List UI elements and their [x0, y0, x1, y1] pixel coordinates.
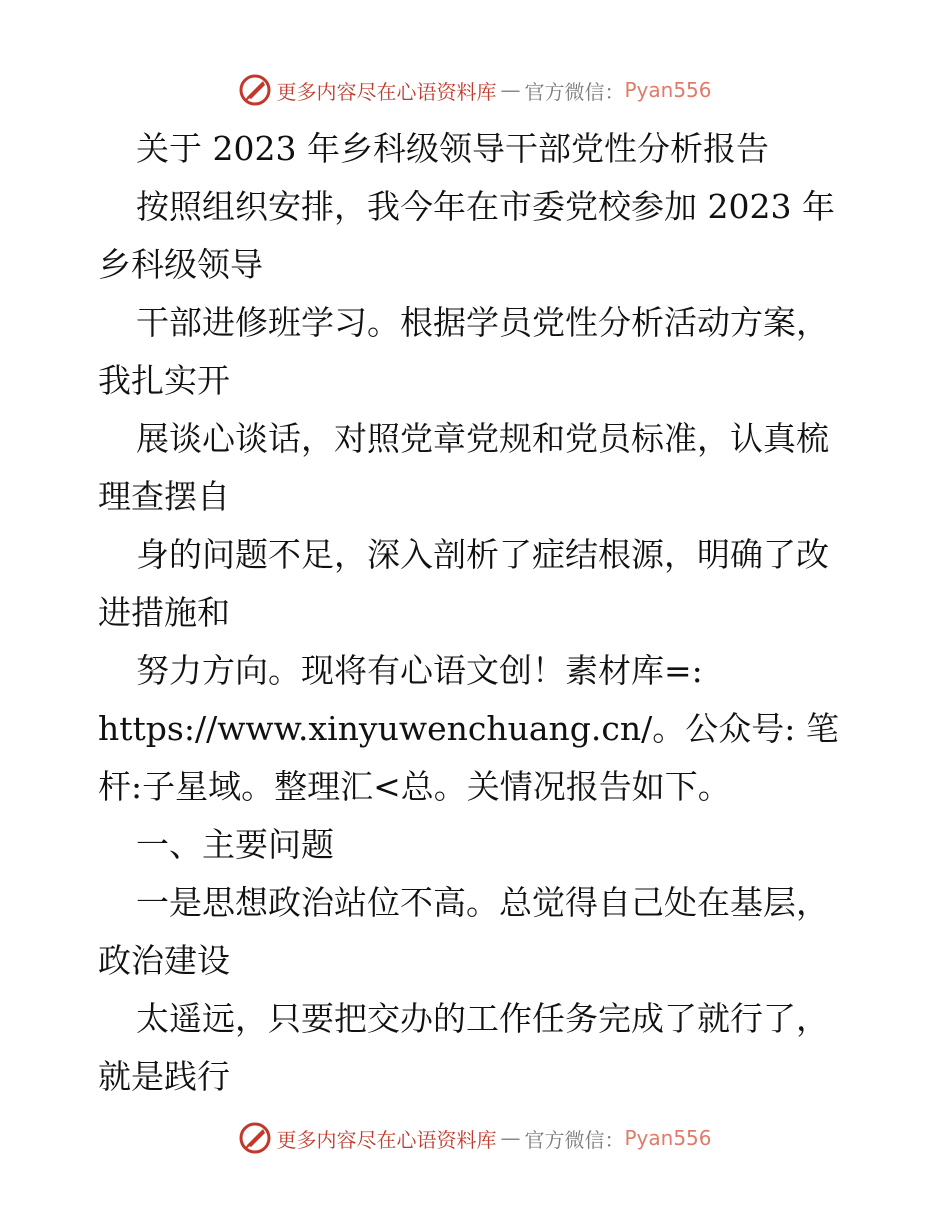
banner-main-text: 更多内容尽在心语资料库 — [276, 79, 497, 104]
paragraph-line: 就是践行 — [98, 1057, 230, 1096]
paragraph-line: 努力方向。现将有心语文创！素材库=: — [136, 651, 703, 690]
paragraph-line: 理查摆自 — [98, 477, 230, 516]
banner-separator: — — [500, 78, 521, 102]
paragraph-line: 身的问题不足，深入剖析了症结根源，明确了改 — [136, 535, 829, 574]
banner-account: Pyan556 — [624, 1126, 712, 1150]
paragraph-line: 展谈心谈话，对照党章党规和党员标准，认真梳 — [136, 419, 829, 458]
banner-wechat-label: 官方微信： — [524, 79, 625, 104]
brand-logo-icon — [238, 1121, 272, 1155]
paragraph-line: 杆:子星域。整理汇<总。关情况报告如下。 — [98, 767, 731, 806]
paragraph-line: 乡科级领导 — [98, 245, 263, 284]
section-heading: 一、主要问题 — [136, 825, 334, 864]
paragraph-line: 一是思想政治站位不高。总觉得自己处在基层， — [136, 883, 829, 922]
banner-wechat-label: 官方微信： — [524, 1127, 625, 1152]
paragraph-line: 按照组织安排，我今年在市委党校参加 2023 年 — [136, 187, 835, 226]
banner-account: Pyan556 — [624, 78, 712, 102]
footer-watermark-banner — [0, 1118, 950, 1158]
banner-separator: — — [500, 1126, 521, 1150]
paragraph-line: 干部进修班学习。根据学员党性分析活动方案， — [136, 303, 829, 342]
header-watermark-banner — [0, 70, 950, 110]
paragraph-line: 太遥远，只要把交办的工作任务完成了就行了， — [136, 999, 829, 1038]
paragraph-line: 我扎实开 — [98, 361, 230, 400]
brand-logo-icon — [238, 73, 272, 107]
paragraph-line: 进措施和 — [98, 593, 230, 632]
paragraph-line: 政治建设 — [98, 941, 230, 980]
banner-main-text: 更多内容尽在心语资料库 — [276, 1127, 497, 1152]
document-body — [98, 120, 858, 1106]
paragraph-line: https://www.xinyuwenchuang.cn/。公众号: 笔 — [98, 709, 839, 748]
document-title: 关于 2023 年乡科级领导干部党性分析报告 — [136, 129, 769, 168]
